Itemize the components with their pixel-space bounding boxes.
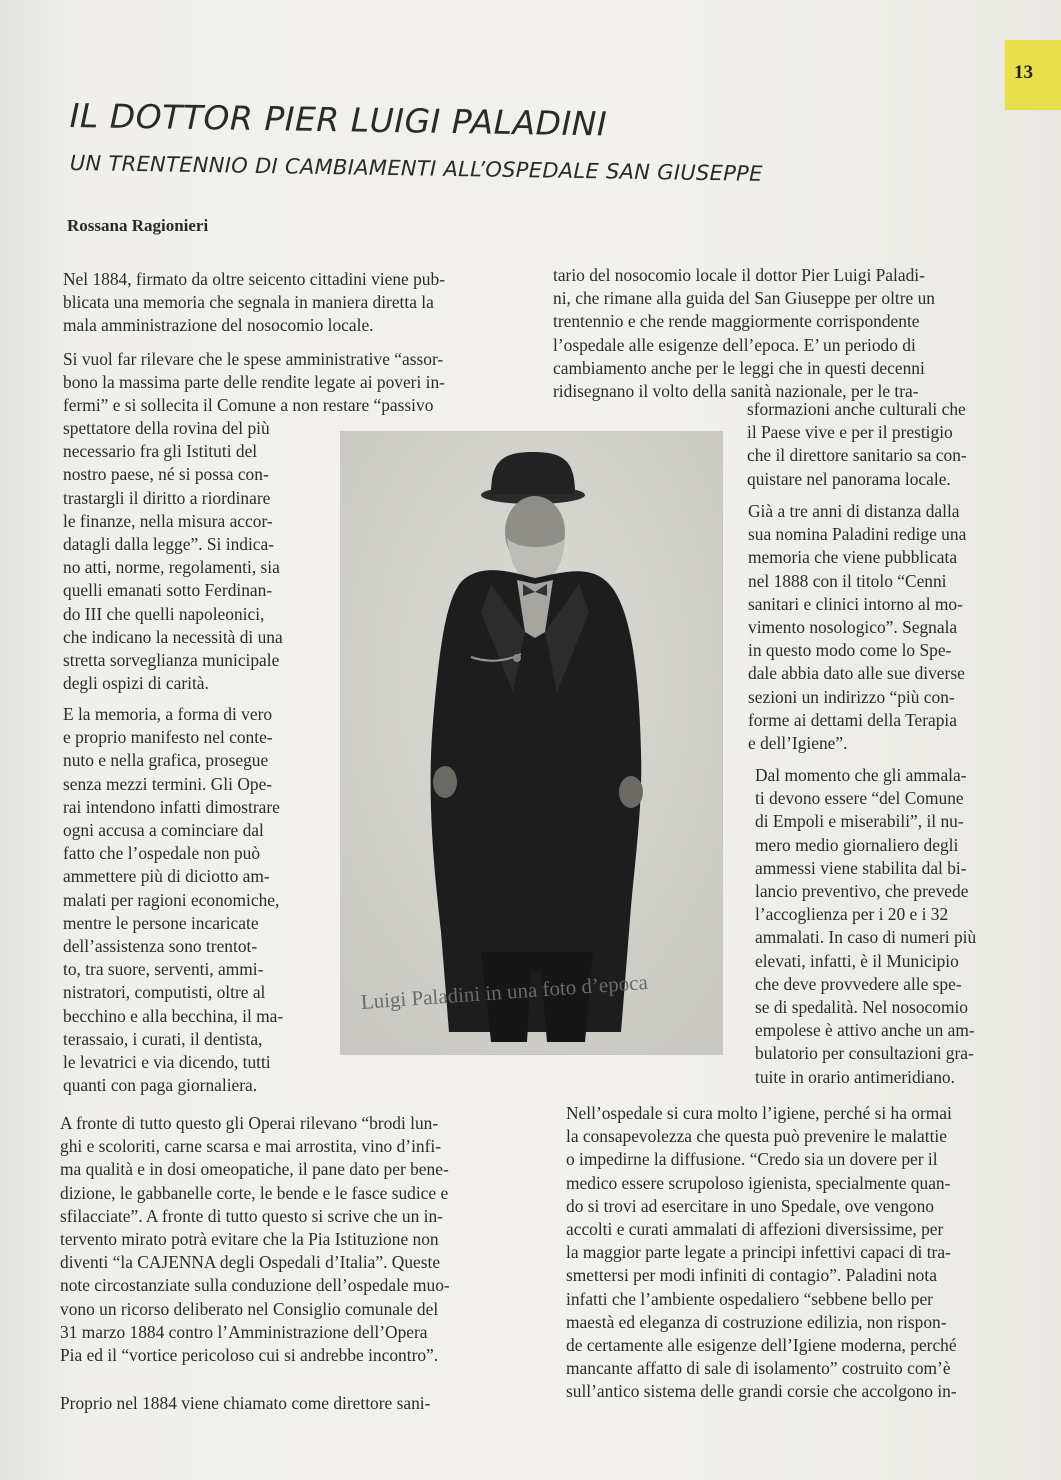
photo-caption: Luigi Paladini in una foto d’epoca — [360, 969, 649, 1014]
left-hand — [433, 766, 457, 798]
article-title: IL DOTTOR PIER LUIGI PALADINI — [69, 96, 608, 144]
paragraph-right-1-wide: tario del nosocomio locale il dottor Pier Luigi Paladi- ni, che rimane alla guida del San Giuseppe per oltre un trentennio e che rende maggiormente corrispondente l’ospedale alle esigenze dell’epoca. E’ un periodo di cambiamento anche per le leggi che in questi decenni ridisegnano il volto della sanità nazionale, per le tra- — [553, 265, 935, 402]
paragraph-left-1: Nel 1884, firmato da oltre seicento cittadini viene pub- blicata una memoria che segnala in maniera diretta la mala amministrazione del nosocomio locale. — [63, 269, 445, 336]
paragraph-left-3: E la memoria, a forma di vero e proprio manifesto nel conte- nuto e nella grafica, prosegue senza mezzi termini. Gli Ope- rai intendono infatti dimostrare ogni accusa a cominciare dal fatto che l’ospedale non può ammettere più di diciotto am- malati per ragioni economiche, mentre le persone incaricate dell’assistenza sono trentot- to, tra suore, serventi, ammi- nistratori, computisti, oltre al becchino e alla becchina, il ma- terassaio, i curati, il dentista, le levatrici e via dicendo, tutti quanti con paga giornaliera. — [63, 704, 284, 1096]
paragraph-left-5: Proprio nel 1884 viene chiamato come direttore sani- — [60, 1393, 431, 1413]
page-number: 13 — [1014, 62, 1033, 83]
portrait-photo — [341, 432, 722, 1054]
portrait-photo-icon — [341, 432, 722, 1054]
watch-fob — [513, 654, 521, 662]
paragraph-right-1-narrow: sformazioni anche culturali che il Paese vive e per il prestigio che il direttore sanitario sa con- quistare nel panorama locale. — [747, 399, 967, 489]
paragraph-right-4: Nell’ospedale si cura molto l’igiene, perché si ha ormai la consapevolezza che questa può prevenire le malattie o impedirne la diffusione. “Credo sia un dovere per il medico essere scrupoloso igienista, specialmente quan- do si trovi ad esercitare in uno Spedale, ove vengono accolti e curati ammalati di affezioni diversissime, per la maggior parte legate a principi infettivi capaci di tra- smettersi per modi infiniti di contagio”. Paladini nota infatti che l’ambiente ospedaliero “sebbene bello per maestà ed eleganza di costruzione edilizia, non rispon- de certamente alle esigenze dell’Igiene moderna, perché mancante affatto di sale di isolamento” costruito com’è sull’antico sistema delle grandi corsie che accolgono in- — [566, 1103, 957, 1402]
paragraph-right-3: Dal momento che gli ammala- ti devono essere “del Comune di Empoli e miserabili”, il nu- mero medio giornaliero degli ammessi viene stabilita dal bi- lancio preventivo, che prevede l’accoglienza per i 20 e i 32 ammalati. In caso di numeri più elevati, infatti, è il Municipio che deve provvedere alle spe- se di spedalità. Nel nosocomio empolese è attivo anche un am- bulatorio per consultazioni gra- tuite in orario antimeridiano. — [755, 765, 977, 1087]
hat-crown — [491, 452, 575, 494]
paragraph-left-2-narrow: spettatore della rovina del più necessario fra gli Istituti del nostro paese, né si possa con- trastargli il diritto a riordinare le finanze, nella misura accor- datagli dalla legge”. Si indica- no atti, norme, regolamenti, sia quelli emanati sotto Ferdinan- do III che quelli napoleonici, che indicano la necessità di una stretta sorveglianza municipale degli ospizi di carità. — [63, 418, 283, 694]
paragraph-left-2-wide: Si vuol far rilevare che le spese amministrative “assor- bono la massima parte delle rendite legate ai poveri in- fermi” e si sollecita il Comune a non restare “passivo — [63, 349, 445, 416]
paragraph-left-4: A fronte di tutto questo gli Operai rilevano “brodi lun- ghi e scoloriti, carne scarsa e mai arrostita, vino d’infi- ma qualità e in dosi omeopatiche, il pane dato per bene- dizione, le gabbanelle corte, le bende e le fasce sudice e sfilacciate”. A fronte di tutto questo si scrive che un in- tervento mirato potrà evitare che la Pia Istituzione non diventi “la CAJENNA degli Ospedali d’Italia”. Queste note circostanziate sulla conduzione dell’ospedale muo- vono un ricorso deliberato nel Consiglio comunale del 31 marzo 1884 contro l’Amministrazione dell’Opera Pia ed il “vortice pericoloso cui si andrebbe incontro”. — [60, 1113, 450, 1366]
article-subtitle: UN TRENTENNIO DI CAMBIAMENTI ALL’OSPEDALE SAN GIUSEPPE — [69, 151, 763, 186]
right-hand — [619, 776, 643, 808]
paragraph-right-2: Già a tre anni di distanza dalla sua nomina Paladini redige una memoria che viene pubblicata nel 1888 con il titolo “Cenni sanitari e clinici intorno al mo- vimento nosologico”. Segnala in questo modo come lo Spe- dale abbia dato alle sue diverse sezioni un indirizzo “più con- forme ai dettami della Terapia e dell’Igiene”. — [748, 501, 967, 754]
article-author: Rossana Ragionieri — [67, 216, 209, 235]
